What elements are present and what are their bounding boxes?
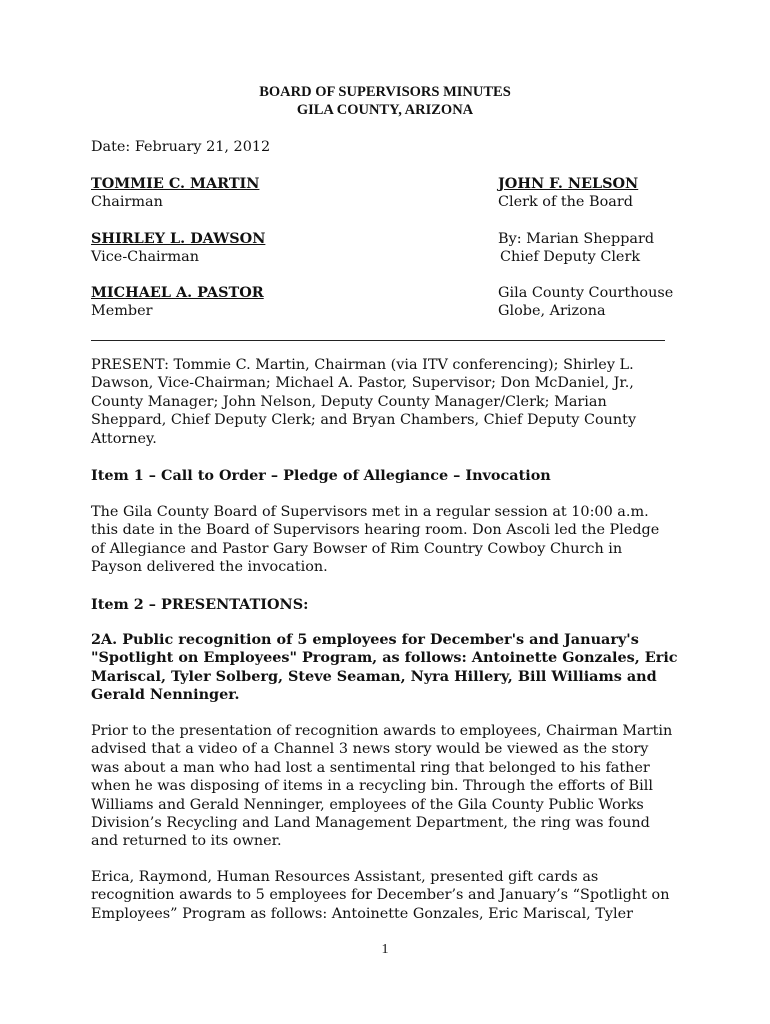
- location-city: Globe, Arizona: [498, 303, 606, 319]
- item1-heading: Item 1 – Call to Order – Pledge of Allegiance – Invocation: [91, 467, 551, 484]
- paragraph-line: Dawson, Vice-Chairman; Michael A. Pastor, Supervisor; Don McDaniel, Jr.,: [91, 375, 634, 392]
- paragraph-line: Erica, Raymond, Human Resources Assistant, presented gift cards as: [91, 869, 599, 885]
- paragraph-line: Sheppard, Chief Deputy Clerk; and Bryan Chambers, Chief Deputy County: [91, 412, 637, 429]
- official-name: SHIRLEY L. DAWSON: [91, 230, 266, 247]
- paragraph-line: Division’s Recycling and Land Management Department, the ring was found: [91, 815, 650, 832]
- paragraph-line: when he was disposing of items in a recycling bin. Through the efforts of Bill: [91, 778, 653, 795]
- official-role: Member: [91, 303, 153, 319]
- attendance-paragraph: [91, 356, 691, 448]
- paragraph-line: PRESENT: Tommie C. Martin, Chairman (via ITV conferencing); Shirley L.: [91, 357, 634, 373]
- heading-line: Mariscal, Tyler Solberg, Steve Seaman, Nyra Hillery, Bill Williams and: [91, 667, 657, 685]
- clerk-title: Clerk of the Board: [498, 194, 633, 210]
- document-title: BOARD OF SUPERVISORS MINUTES: [259, 84, 511, 100]
- meeting-date: Date: February 21, 2012: [91, 139, 271, 155]
- paragraph-line: advised that a video of a Channel 3 news story would be viewed as the story: [91, 741, 649, 758]
- paragraph-line: Employees” Program as follows: Antoinette Gonzales, Eric Mariscal, Tyler: [91, 905, 634, 922]
- item2-heading: Item 2 – PRESENTATIONS:: [91, 596, 309, 613]
- deputy-clerk-name: By: Marian Sheppard: [498, 231, 655, 247]
- official-role: Vice-Chairman: [91, 249, 200, 265]
- official-role: Chairman: [91, 194, 163, 210]
- paragraph-line: Attorney.: [91, 430, 157, 447]
- deputy-clerk-title: Chief Deputy Clerk: [500, 249, 641, 265]
- paragraph-line: was about a man who had lost a sentimental ring that belonged to his father: [91, 759, 650, 776]
- paragraph-line: Prior to the presentation of recognition awards to employees, Chairman Martin: [91, 723, 673, 739]
- item2a-heading: [91, 631, 691, 705]
- paragraph-line: The Gila County Board of Supervisors met in a regular session at 10:00 a.m.: [91, 504, 649, 520]
- paragraph-line: County Manager; John Nelson, Deputy County Manager/Clerk; Marian: [91, 393, 607, 410]
- heading-line: 2A. Public recognition of 5 employees for December's and January's: [91, 631, 639, 648]
- clerk-name: JOHN F. NELSON: [498, 175, 639, 192]
- paragraph-line: this date in the Board of Supervisors hearing room. Don Ascoli led the Pledge: [91, 522, 660, 539]
- document-subtitle: GILA COUNTY, ARIZONA: [296, 102, 474, 118]
- heading-line: "Spotlight on Employees" Program, as follows: Antoinette Gonzales, Eric: [91, 649, 678, 667]
- section-divider: [91, 340, 665, 341]
- paragraph-line: recognition awards to 5 employees for December’s and January’s “Spotlight on: [91, 887, 670, 904]
- item1-paragraph: [91, 503, 691, 577]
- paragraph-line: Williams and Gerald Nenninger, employees of the Gila County Public Works: [91, 796, 644, 813]
- location-line: Gila County Courthouse: [498, 285, 674, 301]
- paragraph-line: and returned to its owner.: [91, 833, 282, 850]
- official-name: MICHAEL A. PASTOR: [91, 284, 264, 301]
- item2a-paragraph-2: [91, 868, 691, 923]
- item2a-paragraph-1: [91, 722, 691, 851]
- paragraph-line: Payson delivered the invocation.: [91, 559, 328, 576]
- page-number: 1: [381, 942, 389, 957]
- paragraph-line: of Allegiance and Pastor Gary Bowser of Rim Country Cowboy Church in: [91, 540, 623, 557]
- heading-line: Gerald Nenninger.: [91, 686, 240, 704]
- official-name: TOMMIE C. MARTIN: [91, 175, 260, 192]
